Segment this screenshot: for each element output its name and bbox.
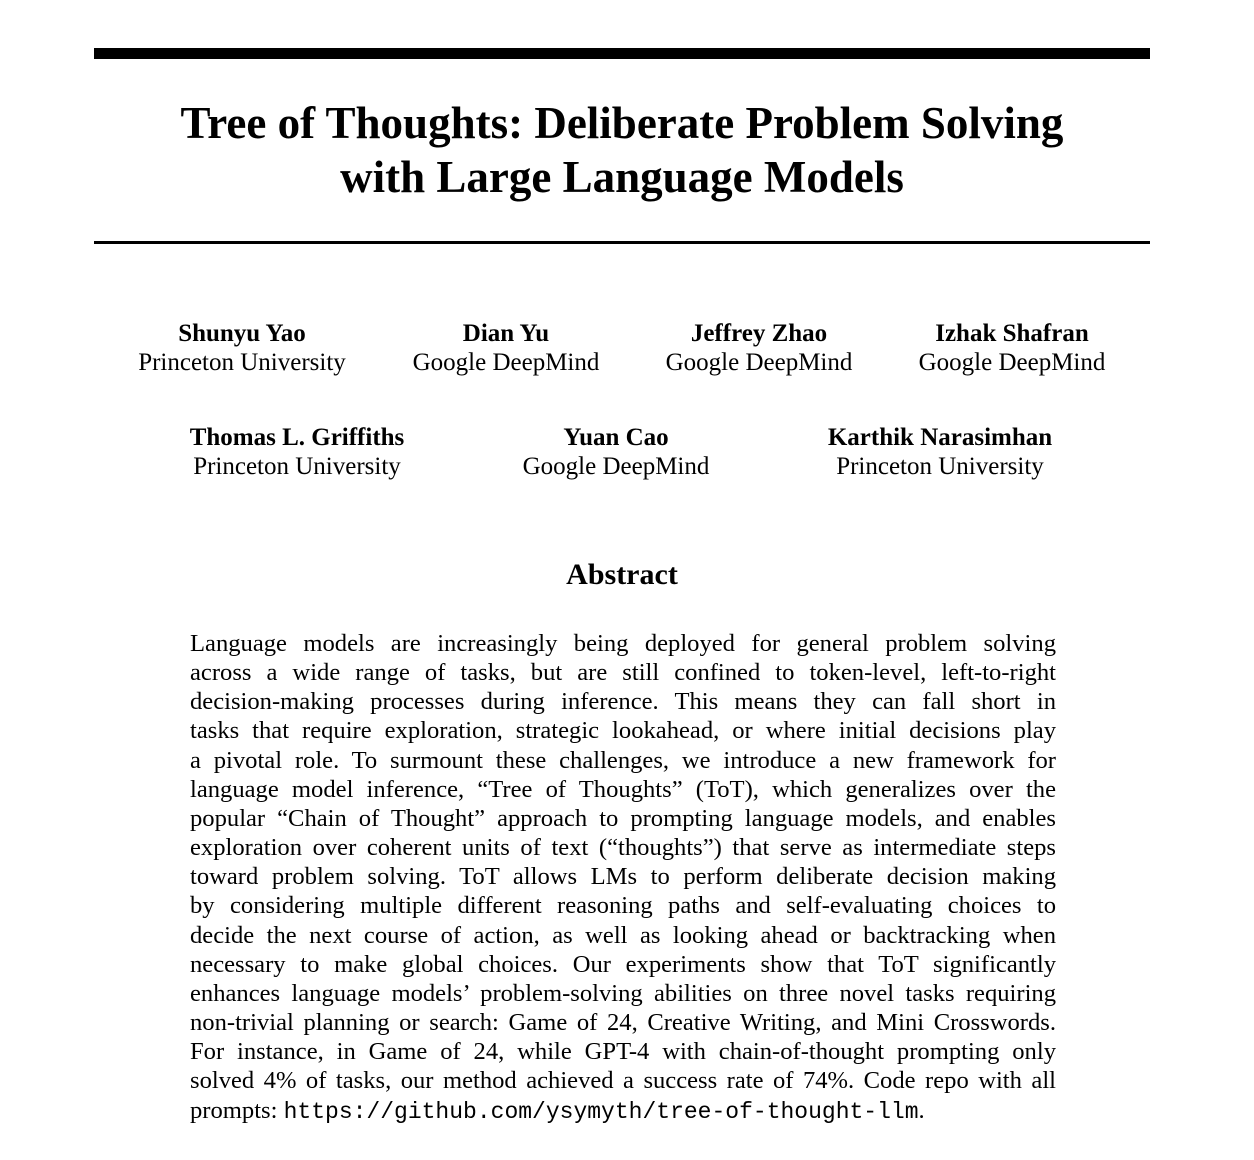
abstract-line: by considering multiple different reasoning paths and self-evaluating choices to — [190, 892, 1056, 920]
author-name: Karthik Narasimhan — [827, 424, 1053, 451]
author-affiliation: Google DeepMind — [412, 349, 600, 376]
abstract-last-line-suffix: . — [918, 1096, 925, 1124]
abstract-line: necessary to make global choices. Our experiments show that ToT significantly — [190, 950, 1056, 978]
abstract-last-line — [190, 1096, 1056, 1127]
author-affiliation: Princeton University — [193, 453, 401, 480]
title-bottom-rule — [94, 241, 1150, 244]
abstract-line: exploration over coherent units of text (“thoughts”) that serve as intermediate steps — [190, 834, 1056, 862]
author-name: Dian Yu — [462, 320, 550, 347]
title-line: with Large Language Models — [340, 152, 904, 202]
abstract-body — [190, 629, 1056, 1127]
author-affiliation: Google DeepMind — [522, 453, 710, 480]
author-block — [790, 423, 1090, 481]
abstract-line: toward problem solving. ToT allows LMs to perform deliberate decision making — [190, 863, 1056, 891]
abstract-line: popular “Chain of Thought” approach to prompting language models, and enables — [190, 804, 1056, 832]
title-line: Tree of Thoughts: Deliberate Problem Solving — [180, 98, 1064, 148]
author-affiliation: Google DeepMind — [665, 349, 853, 376]
abstract-line: decision-making processes during inference. This means they can fall short in — [190, 688, 1056, 716]
author-name: Thomas L. Griffiths — [189, 424, 405, 451]
author-block — [92, 319, 392, 377]
abstract-line: For instance, in Game of 24, while GPT-4 with chain-of-thought prompting only — [190, 1038, 1056, 1066]
abstract-line: across a wide range of tasks, but are still confined to token-level, left-to-right — [190, 659, 1056, 687]
abstract-line: language model inference, “Tree of Thoughts” (ToT), which generalizes over the — [190, 775, 1056, 803]
abstract-line: a pivotal role. To surmount these challenges, we introduce a new framework for — [190, 746, 1056, 774]
abstract-line: tasks that require exploration, strategic lookahead, or where initial decisions play — [190, 717, 1056, 745]
author-block — [862, 319, 1162, 377]
abstract-line: non-trivial planning or search: Game of 24, Creative Writing, and Mini Crosswords. — [190, 1009, 1056, 1037]
author-name: Yuan Cao — [563, 424, 669, 451]
author-block — [466, 423, 766, 481]
paper-title — [94, 96, 1150, 204]
author-name: Jeffrey Zhao — [690, 320, 828, 347]
abstract-line: enhances language models’ problem-solving abilities on three novel tasks requiring — [190, 979, 1056, 1007]
title-top-rule — [94, 48, 1150, 59]
abstract-heading: Abstract — [566, 558, 678, 591]
author-affiliation: Google DeepMind — [918, 349, 1106, 376]
author-name: Izhak Shafran — [935, 320, 1089, 347]
author-name: Shunyu Yao — [178, 320, 306, 347]
abstract-line: solved 4% of tasks, our method achieved a success rate of 74%. Code repo with all — [190, 1067, 1056, 1095]
abstract-line: decide the next course of action, as well as looking ahead or backtracking when — [190, 921, 1056, 949]
code-repo-link[interactable]: https://github.com/ysymyth/tree-of-thought-llm — [283, 1098, 919, 1125]
abstract-last-line-prefix: prompts: — [190, 1096, 284, 1124]
author-block — [147, 423, 447, 481]
author-affiliation: Princeton University — [138, 349, 346, 376]
author-affiliation: Princeton University — [836, 453, 1044, 480]
abstract-line: Language models are increasingly being deployed for general problem solving — [190, 630, 1056, 657]
